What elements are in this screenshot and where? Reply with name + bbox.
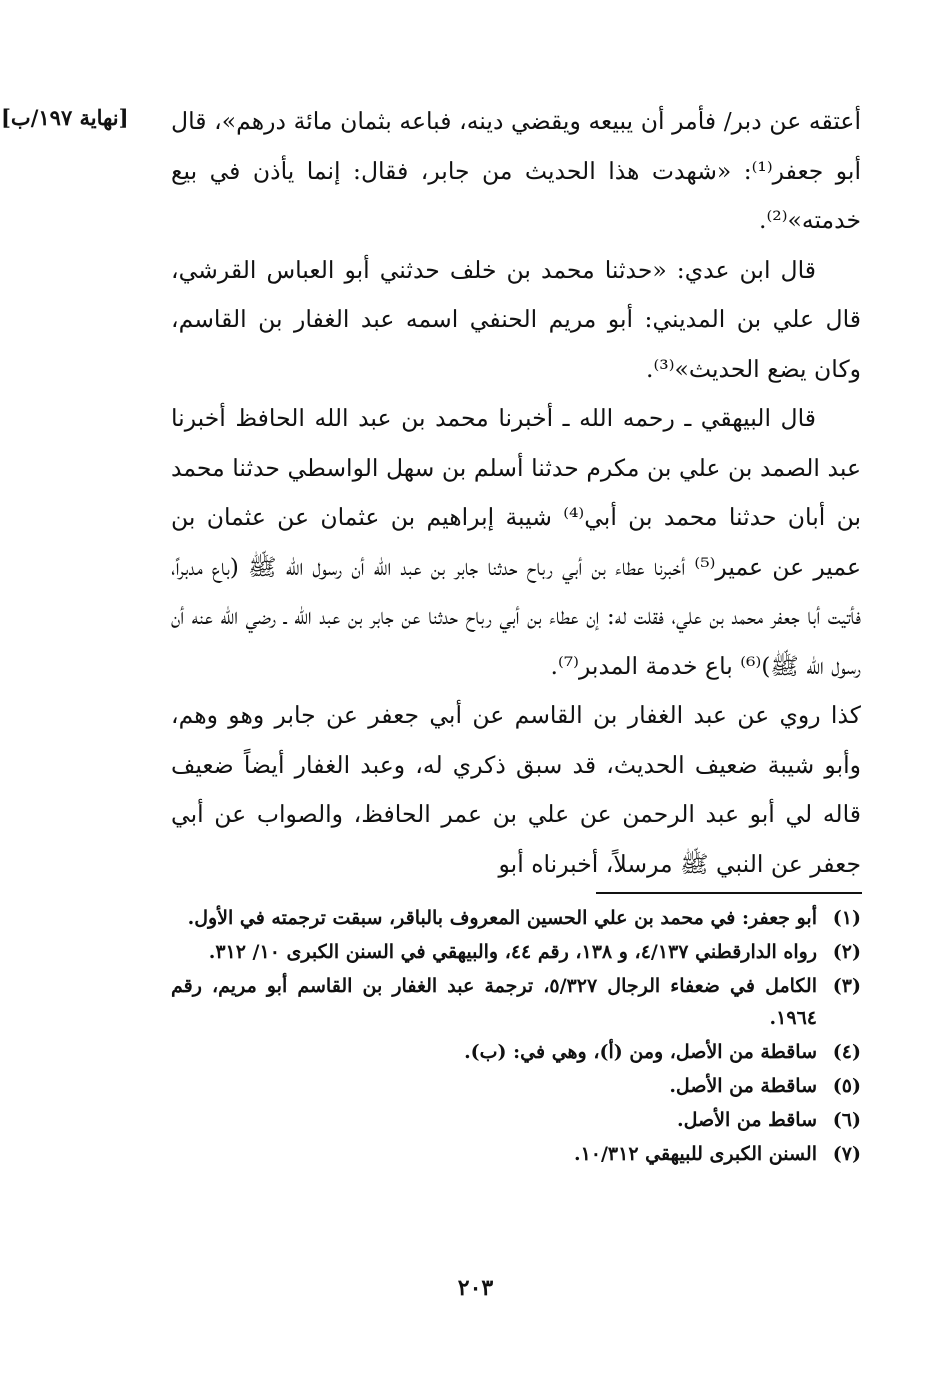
footnote-separator <box>596 892 862 894</box>
footnote-text: ساقطة من الأصل، ومن (أ)، وهي في: (ب). <box>464 1041 817 1063</box>
footnote-number: (٦) <box>832 1109 861 1131</box>
footnote-text: ساقط من الأصل. <box>677 1109 817 1131</box>
footnote <box>171 902 861 934</box>
footnote-text: السنن الكبرى للبيهقي ١٠/٣١٢. <box>573 1143 817 1165</box>
footnote-text: الكامل في ضعفاء الرجال ٥/٣٢٧، ترجمة عبد الغفار بن القاسم أبو مريم، رقم ١٩٦٤. <box>171 975 817 1029</box>
paragraph: أعتقه عن دبر/ فأمر أن يبيعه ويقضي دينه، فباعه بثمان مائة درهم»، قال أبو جعفر⁽¹⁾: «شهدت هذا الحديث من جابر، فقال: إنما يأذن في بيع خدمته»⁽²⁾. <box>171 107 862 234</box>
footnote <box>171 1036 861 1068</box>
footnote <box>171 970 861 1034</box>
margin-note: [نهاية ١٩٧/ب] <box>1 105 129 130</box>
paragraph: قال ابن عدي: «حدثنا محمد بن خلف حدثني أبو العباس القرشي، قال علي بن المديني: أبو مريم الحنفي اسمه عبد الغفار بن القاسم، وكان يضع الحديث»⁽³⁾. <box>171 255 861 383</box>
footnote-number: (٤) <box>832 1041 861 1063</box>
footnote <box>171 1138 861 1170</box>
paragraph: قال البيهقي ـ رحمه الله ـ أخبرنا محمد بن عبد الله الحافظ أخبرنا عبد الصمد بن علي بن مكرم حدثنا أسلم بن سهل الواسطي حدثنا محمد بن أبان حدثنا محمد بن أبي⁽⁴⁾ شيبة إبراهيم بن عثمان عن عثمان بن عمير عن عمير⁽⁵⁾ أخبرنا عطاء بن أبي رباح حدثنا جابر بن عبد الله أن رسول الله ﷺ (باع مدبراً، فأتيت أبا جعفر محمد بن علي، فقلت له: إن عطاء بن أبي رباح حدثنا عن جابر بن عبد الله ـ رضي الله عنه أن رسول الله ﷺ)⁽⁶⁾ باع خدمة المدبر⁽⁷⁾. <box>171 404 861 680</box>
footnote <box>171 1070 861 1102</box>
footnote-text: أبو جعفر: في محمد بن علي الحسين المعروف بالباقر، سبقت ترجمته في الأول. <box>187 907 817 929</box>
paragraph: كذا روي عن عبد الغفار بن القاسم عن أبي جعفر عن جابر وهو وهم، وأبو شيبة ضعيف الحديث، قد سبق ذكري له، وعبد الغفار أيضاً ضعيف قاله لي أبو عبد الرحمن عن علي بن عمر الحافظ، والصواب عن أبي جعفر عن النبي ﷺ مرسلاً، أخبرناه أبو <box>171 701 861 878</box>
footnote-text: ساقطة من الأصل. <box>669 1075 817 1097</box>
main-text <box>171 97 861 889</box>
footnote-number: (٧) <box>832 1143 861 1165</box>
footnote-number: (٥) <box>832 1075 861 1097</box>
footnote-text: رواه الدارقطني ٤/١٣٧، و ١٣٨، رقم ٤٤، والبيهقي في السنن الكبرى ١٠/ ٣١٢. <box>208 941 817 963</box>
footnotes <box>171 902 861 1172</box>
footnote-number: (٣) <box>832 975 861 997</box>
footnote <box>171 1104 861 1136</box>
footnote-number: (٢) <box>832 941 861 963</box>
footnote-number: (١) <box>832 907 861 929</box>
page-number: ٢٠٣ <box>457 1275 494 1301</box>
footnote <box>171 936 861 968</box>
